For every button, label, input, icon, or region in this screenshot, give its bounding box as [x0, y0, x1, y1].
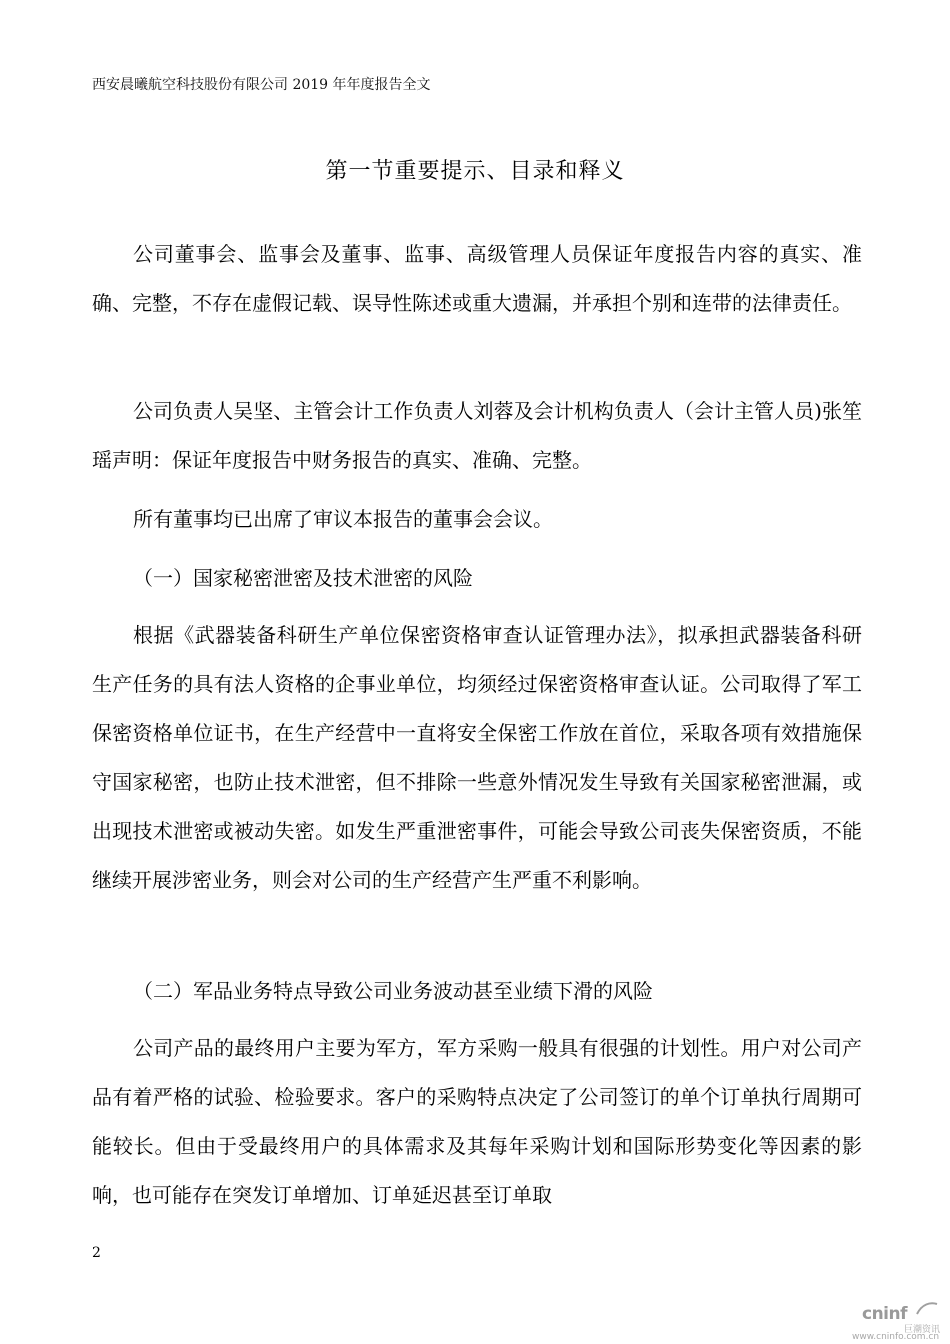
- cninfo-watermark: [852, 1302, 944, 1342]
- cninfo-chinese-name: 巨潮资讯: [904, 1325, 941, 1335]
- paragraph-military-business-risk: 公司产品的最终用户主要为军方，军方采购一般具有很强的计划性。用户对公司产品有着严格的试验、检验要求。客户的采购特点决定了公司签订的单个订单执行周期可能较长。但由于受最终用户的具体需求及其每年采购计划和国际形势变化等因素的影响，也可能存在突发订单增加、订单延迟甚至订单取: [92, 1036, 862, 1207]
- running-header: 西安晨曦航空科技股份有限公司 2019 年年度报告全文: [92, 77, 431, 93]
- paragraph-responsibility-statement: 公司董事会、监事会及董事、监事、高级管理人员保证年度报告内容的真实、准确、完整，不存在虚假记载、误导性陈述或重大遗漏，并承担个别和连带的法律责任。: [92, 242, 862, 315]
- paragraph-financial-statement-declaration: 公司负责人吴坚、主管会计工作负责人刘蓉及会计机构负责人（会计主管人员)张笙瑶声明：保证年度报告中财务报告的真实、准确、完整。: [92, 399, 862, 472]
- cninfo-url: www.cninfo.com.cn: [852, 1332, 940, 1342]
- cninfo-logo: cninf: [862, 1304, 908, 1324]
- section-title: 第一节重要提示、目录和释义: [325, 159, 625, 184]
- paragraph-confidentiality-risk: 根据《武器装备科研生产单位保密资格审查认证管理办法》，拟承担武器装备科研生产任务的具有法人资格的企事业单位，均须经过保密资格审查认证。公司取得了军工保密资格单位证书，在生产经营中一直将安全保密工作放在首位，采取各项有效措施保守国家秘密，也防止技术泄密，但不排除一些意外情况发生导致有关国家秘密泄漏，或出现技术泄密或被动失密。如发生严重泄密事件，可能会导致公司丧失保密资质，不能继续开展涉密业务，则会对公司的生产经营产生严重不利影响。: [92, 623, 862, 892]
- page-number: 2: [92, 1245, 101, 1261]
- cninfo-swoosh-icon: [916, 1302, 938, 1316]
- paragraph-board-attendance: 所有董事均已出席了审议本报告的董事会会议。: [133, 507, 553, 531]
- risk-heading-military-business: （二）军品业务特点导致公司业务波动甚至业绩下滑的风险: [133, 979, 653, 1003]
- risk-heading-confidentiality: （一）国家秘密泄密及技术泄密的风险: [133, 566, 473, 590]
